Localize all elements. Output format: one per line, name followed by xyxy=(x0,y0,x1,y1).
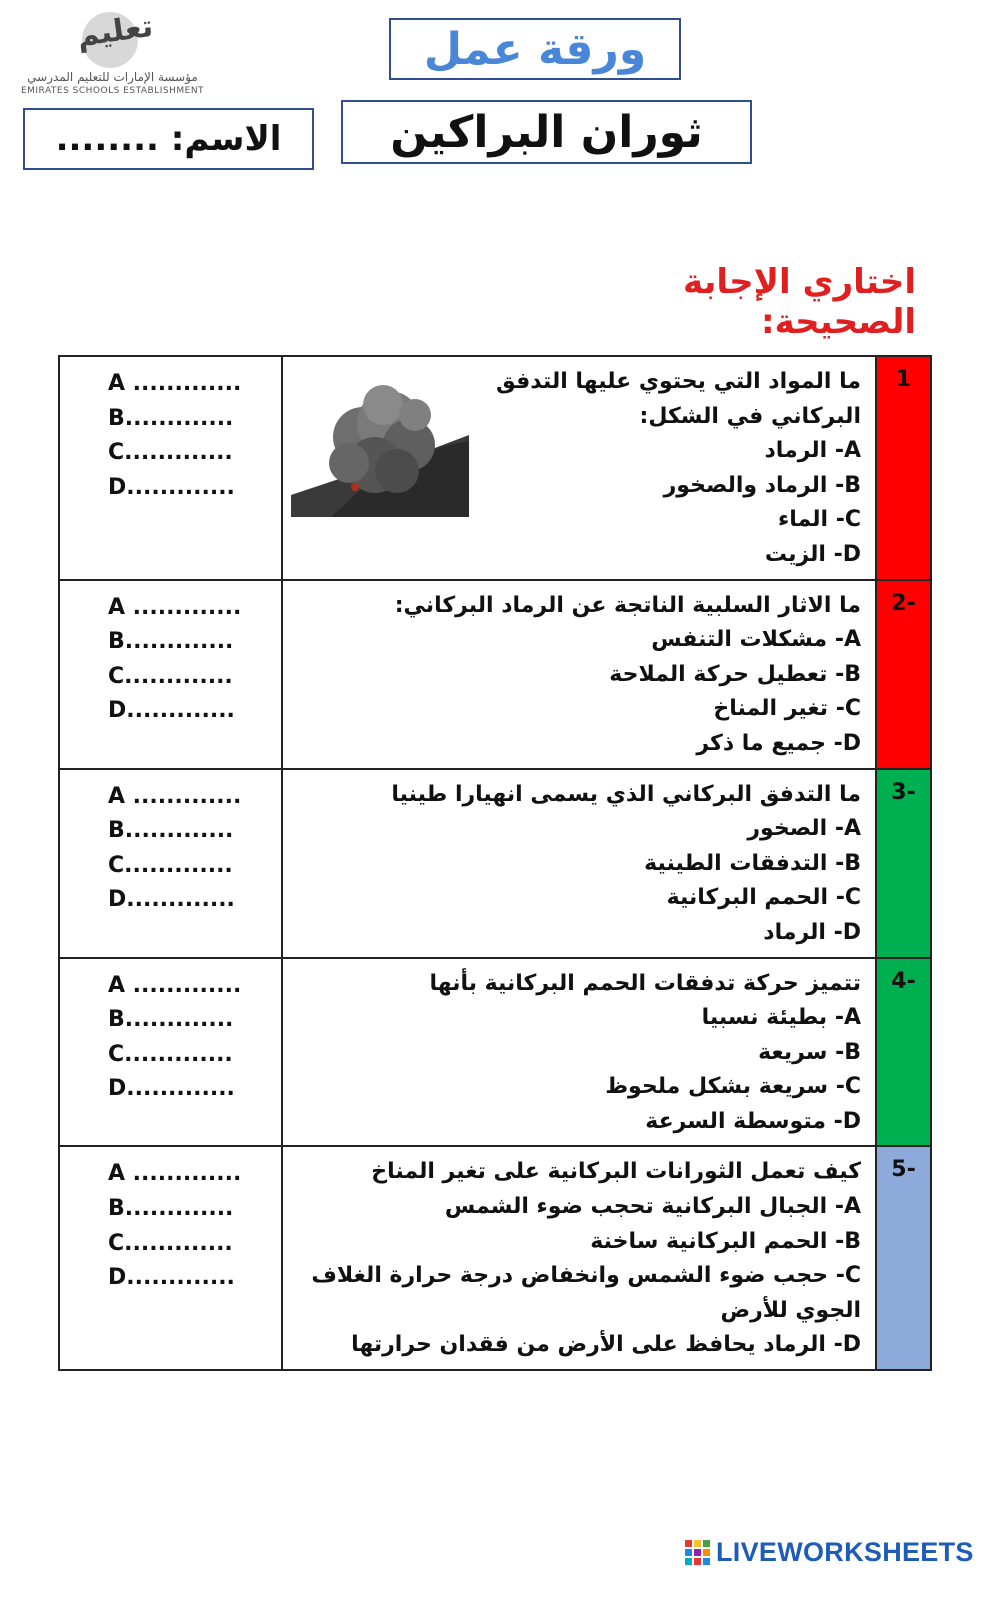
answer-blank-a[interactable]: A ............. xyxy=(108,783,242,809)
option-b: B- تعطيل حركة الملاحة xyxy=(609,661,861,687)
answer-blank-c[interactable]: C............. xyxy=(108,440,233,466)
option-a: A- الجبال البركانية تحجب ضوء الشمس xyxy=(444,1194,861,1220)
question-row xyxy=(59,1146,931,1370)
option-c: C- تغير المناخ xyxy=(713,696,861,722)
answer-blank-b[interactable]: B............. xyxy=(108,405,234,431)
question-text-line: ما التدفق البركاني الذي يسمى انهيارا طينيا xyxy=(391,781,861,807)
answer-blank-a[interactable]: A ............. xyxy=(108,594,242,620)
answer-blank-b[interactable]: B............. xyxy=(108,1196,234,1222)
liveworksheets-brand xyxy=(685,1532,985,1572)
topic-title: ثوران البراكين xyxy=(341,100,752,164)
worksheet-title: ورقة عمل xyxy=(389,18,681,80)
answer-blank-b[interactable]: B............. xyxy=(108,1007,234,1033)
option-c: C- الماء xyxy=(777,507,861,533)
answer-blank-c[interactable]: C............. xyxy=(108,663,233,689)
option-d: D- الرماد xyxy=(763,919,861,945)
answer-blank-d[interactable]: D............. xyxy=(108,698,235,724)
answer-blank-c[interactable]: C............. xyxy=(108,1041,233,1067)
option-d: D- الرماد يحافظ على الأرض من فقدان حرارتها xyxy=(351,1332,861,1358)
question-row xyxy=(59,580,931,769)
instruction-heading: اختاري الإجابة الصحيحة: xyxy=(682,262,916,342)
answer-blank-a[interactable]: A ............. xyxy=(108,1161,242,1187)
student-name-field[interactable]: الاسم: ........ xyxy=(23,108,314,170)
question-number: 5- xyxy=(876,1146,931,1370)
question-cell xyxy=(282,580,876,769)
question-cell xyxy=(282,958,876,1147)
question-row xyxy=(59,769,931,958)
logo-title: تعليم xyxy=(74,8,156,55)
question-cell xyxy=(282,1146,876,1370)
question-number: 1 xyxy=(876,356,931,580)
answer-blank-b[interactable]: B............. xyxy=(108,818,234,844)
answer-blank-b[interactable]: B............. xyxy=(108,629,234,655)
option-b: B- الحمم البركانية ساخنة xyxy=(590,1228,861,1254)
answer-cell xyxy=(59,769,282,958)
option-a: A- مشكلات التنفس xyxy=(651,627,861,653)
answer-blank-d[interactable]: D............. xyxy=(108,1076,235,1102)
option-c: C- سريعة بشكل ملحوظ xyxy=(605,1074,861,1100)
option-b: B- التدفقات الطينية xyxy=(644,850,861,876)
question-text-line: البركاني في الشكل: xyxy=(639,403,861,429)
brand-logo-icon xyxy=(685,1540,710,1565)
answer-blank-a[interactable]: A ............. xyxy=(108,972,242,998)
question-cell xyxy=(282,356,876,580)
question-number: 3- xyxy=(876,769,931,958)
option-c: C- الحمم البركانية xyxy=(666,885,861,911)
brand-name: LIVEWORKSHEETS xyxy=(716,1536,974,1567)
answer-blank-a[interactable]: A ............. xyxy=(108,371,242,396)
answer-blank-c[interactable]: C............. xyxy=(108,852,233,878)
question-row xyxy=(59,356,931,580)
option-b: B- سريعة xyxy=(758,1039,861,1065)
volcano-eruption-image xyxy=(291,375,469,517)
school-logo xyxy=(10,8,215,94)
answer-cell xyxy=(59,1146,282,1370)
question-number: 2- xyxy=(876,580,931,769)
questions-table xyxy=(58,355,932,1371)
logo-name-english: EMIRATES SCHOOLS ESTABLISHMENT xyxy=(20,86,205,96)
answer-cell xyxy=(59,356,282,580)
answer-cell xyxy=(59,958,282,1147)
question-text-line: كيف تعمل الثورانات البركانية على تغير المناخ xyxy=(371,1159,861,1185)
option-a: A- الرماد xyxy=(764,438,861,464)
option-d: D- متوسطة السرعة xyxy=(645,1108,861,1134)
option-a: A- بطيئة نسبيا xyxy=(701,1005,861,1031)
answer-blank-c[interactable]: C............. xyxy=(108,1230,233,1256)
answer-cell xyxy=(59,580,282,769)
logo-name-arabic: مؤسسة الإمارات للتعليم المدرسي xyxy=(27,70,198,84)
question-cell xyxy=(282,769,876,958)
question-row xyxy=(59,958,931,1147)
option-d: D- الزيت xyxy=(764,541,861,567)
question-text-line: ما المواد التي يحتوي عليها التدفق xyxy=(496,369,861,394)
answer-blank-d[interactable]: D............. xyxy=(108,887,235,913)
option-b: B- الرماد والصخور xyxy=(663,472,861,498)
option-a: A- الصخور xyxy=(747,816,861,842)
question-number: 4- xyxy=(876,958,931,1147)
question-text-line: تتميز حركة تدفقات الحمم البركانية بأنها xyxy=(429,970,861,996)
answer-blank-d[interactable]: D............. xyxy=(108,474,235,500)
option-c: C- حجب ضوء الشمس وانخفاض درجة حرارة الغلاف الجوي للأرض xyxy=(311,1263,861,1323)
answer-blank-d[interactable]: D............. xyxy=(108,1265,235,1291)
option-d: D- جميع ما ذكر xyxy=(696,730,861,756)
question-text-line: ما الاثار السلبية الناتجة عن الرماد البركاني: xyxy=(394,592,861,618)
